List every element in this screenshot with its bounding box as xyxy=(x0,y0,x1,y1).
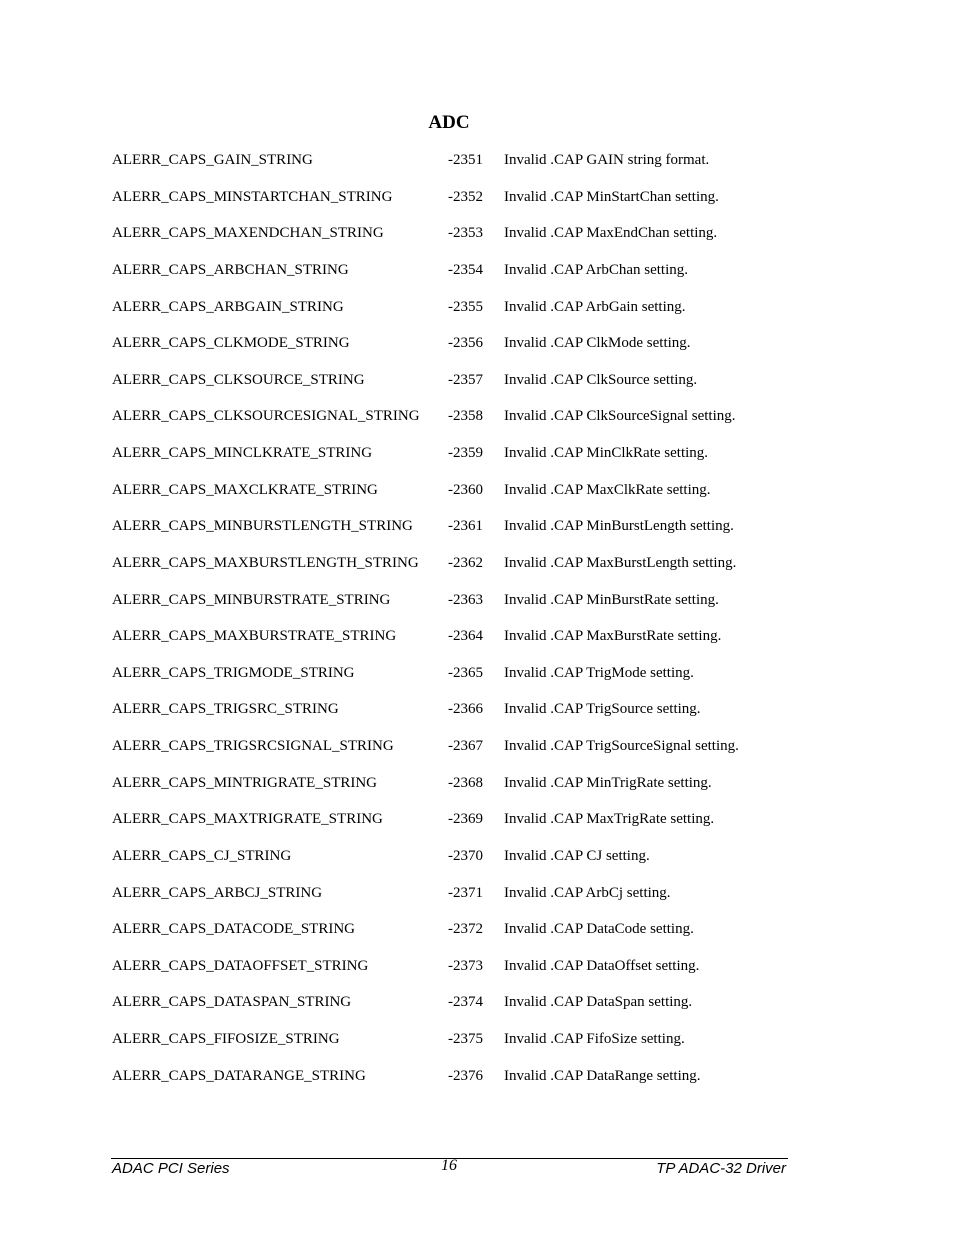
error-description: Invalid .CAP CJ setting. xyxy=(504,847,650,864)
error-code: -2356 xyxy=(448,335,483,352)
error-code: -2375 xyxy=(448,1031,483,1047)
error-description: Invalid .CAP ArbGain setting. xyxy=(504,298,686,315)
error-constant-name: ALERR_CAPS_CLKMODE_STRING xyxy=(112,335,350,352)
error-description: Invalid .CAP MaxTrigRate setting. xyxy=(504,811,715,828)
error-description: Invalid .CAP GAIN string format. xyxy=(504,152,710,168)
error-description: Invalid .CAP ClkMode setting. xyxy=(504,335,691,352)
error-description: Invalid .CAP DataSpan setting. xyxy=(504,994,693,1011)
error-constant-name: ALERR_CAPS_MAXBURSTLENGTH_STRING xyxy=(112,554,419,571)
error-description: Invalid .CAP TrigSourceSignal setting. xyxy=(504,738,739,754)
error-description: Invalid .CAP ArbCj setting. xyxy=(504,884,671,901)
error-row xyxy=(112,297,812,334)
error-row xyxy=(112,809,812,846)
error-row xyxy=(112,1066,812,1103)
error-row xyxy=(112,626,812,663)
error-code: -2372 xyxy=(448,921,483,938)
error-row xyxy=(112,223,812,260)
error-description: Invalid .CAP MaxClkRate setting. xyxy=(504,481,711,498)
error-constant-name: ALERR_CAPS_DATASPAN_STRING xyxy=(112,994,352,1011)
error-description: Invalid .CAP TrigSource setting. xyxy=(504,701,701,718)
error-description: Invalid .CAP DataOffset setting. xyxy=(504,957,700,974)
error-code: -2371 xyxy=(448,884,483,901)
error-row xyxy=(112,333,812,370)
error-code: -2351 xyxy=(448,152,483,168)
error-description: Invalid .CAP MinBurstLength setting. xyxy=(504,518,734,535)
error-row xyxy=(112,187,812,224)
error-constant-name: ALERR_CAPS_GAIN_STRING xyxy=(112,152,313,168)
error-description: Invalid .CAP ClkSourceSignal setting. xyxy=(504,408,736,425)
error-row xyxy=(112,370,812,407)
error-constant-name: ALERR_CAPS_CLKSOURCE_STRING xyxy=(112,371,365,388)
error-row xyxy=(112,516,812,553)
error-code: -2369 xyxy=(448,811,483,828)
error-constant-name: ALERR_CAPS_MINBURSTRATE_STRING xyxy=(112,591,391,608)
error-constant-name: ALERR_CAPS_MINTRIGRATE_STRING xyxy=(112,774,378,791)
error-row xyxy=(112,480,812,517)
error-code: -2362 xyxy=(448,554,483,571)
error-row xyxy=(112,773,812,810)
error-description: Invalid .CAP MinBurstRate setting. xyxy=(504,591,719,608)
error-code: -2361 xyxy=(448,518,483,535)
error-row xyxy=(112,590,812,627)
error-description: Invalid .CAP MinStartChan setting. xyxy=(504,188,719,205)
error-constant-name: ALERR_CAPS_TRIGMODE_STRING xyxy=(112,664,355,681)
error-description: Invalid .CAP MinTrigRate setting. xyxy=(504,774,712,791)
error-row xyxy=(112,883,812,920)
error-constant-name: ALERR_CAPS_MAXENDCHAN_STRING xyxy=(112,225,384,242)
error-code: -2357 xyxy=(448,371,483,388)
page-number: 16 xyxy=(441,1157,457,1174)
error-constant-name: ALERR_CAPS_DATARANGE_STRING xyxy=(112,1067,366,1084)
error-constant-name: ALERR_CAPS_ARBCHAN_STRING xyxy=(112,261,349,278)
error-description: Invalid .CAP FifoSize setting. xyxy=(504,1031,685,1047)
error-constant-name: ALERR_CAPS_DATAOFFSET_STRING xyxy=(112,957,369,974)
error-description: Invalid .CAP ArbChan setting. xyxy=(504,261,689,278)
error-constant-name: ALERR_CAPS_MAXCLKRATE_STRING xyxy=(112,481,378,498)
footer-right-text: TP ADAC-32 Driver xyxy=(656,1160,786,1177)
error-row xyxy=(112,663,812,700)
error-constant-name: ALERR_CAPS_ARBCJ_STRING xyxy=(112,884,323,901)
error-code: -2353 xyxy=(448,225,483,242)
error-constant-name: ALERR_CAPS_MINCLKRATE_STRING xyxy=(112,445,373,461)
error-code: -2359 xyxy=(448,445,483,461)
error-row xyxy=(112,956,812,993)
error-code: -2376 xyxy=(448,1067,483,1084)
error-constant-name: ALERR_CAPS_MINBURSTLENGTH_STRING xyxy=(112,518,413,535)
error-row xyxy=(112,992,812,1029)
error-code: -2365 xyxy=(448,664,483,681)
error-constant-name: ALERR_CAPS_TRIGSRCSIGNAL_STRING xyxy=(112,738,394,754)
error-description: Invalid .CAP MinClkRate setting. xyxy=(504,445,709,461)
error-code: -2364 xyxy=(448,628,483,645)
error-code: -2373 xyxy=(448,957,483,974)
error-row xyxy=(112,443,812,480)
error-row xyxy=(112,553,812,590)
error-row xyxy=(112,736,812,773)
error-constant-name: ALERR_CAPS_DATACODE_STRING xyxy=(112,921,355,938)
error-code: -2352 xyxy=(448,188,483,205)
error-constant-name: ALERR_CAPS_MAXBURSTRATE_STRING xyxy=(112,628,397,645)
error-code: -2368 xyxy=(448,774,483,791)
error-description: Invalid .CAP MaxBurstLength setting. xyxy=(504,554,737,571)
error-code: -2374 xyxy=(448,994,483,1011)
footer-left-text: ADAC PCI Series xyxy=(112,1160,230,1177)
error-description: Invalid .CAP TrigMode setting. xyxy=(504,664,694,681)
error-code: -2363 xyxy=(448,591,483,608)
error-row xyxy=(112,846,812,883)
error-code: -2367 xyxy=(448,738,483,754)
error-row xyxy=(112,260,812,297)
error-row xyxy=(112,1029,812,1066)
error-code: -2355 xyxy=(448,298,483,315)
error-description: Invalid .CAP MaxBurstRate setting. xyxy=(504,628,722,645)
error-constant-name: ALERR_CAPS_CJ_STRING xyxy=(112,847,292,864)
error-description: Invalid .CAP DataCode setting. xyxy=(504,921,694,938)
error-code: -2360 xyxy=(448,481,483,498)
error-constant-name: ALERR_CAPS_MINSTARTCHAN_STRING xyxy=(112,188,393,205)
error-row xyxy=(112,150,812,187)
error-code: -2358 xyxy=(448,408,483,425)
error-row xyxy=(112,699,812,736)
error-description: Invalid .CAP DataRange setting. xyxy=(504,1067,701,1084)
error-code: -2370 xyxy=(448,847,483,864)
error-row xyxy=(112,919,812,956)
error-row xyxy=(112,406,812,443)
error-description: Invalid .CAP ClkSource setting. xyxy=(504,371,698,388)
error-constant-name: ALERR_CAPS_ARBGAIN_STRING xyxy=(112,298,344,315)
error-code: -2366 xyxy=(448,701,483,718)
error-constant-name: ALERR_CAPS_MAXTRIGRATE_STRING xyxy=(112,811,383,828)
error-code-list xyxy=(112,150,812,1102)
error-description: Invalid .CAP MaxEndChan setting. xyxy=(504,225,718,242)
error-constant-name: ALERR_CAPS_CLKSOURCESIGNAL_STRING xyxy=(112,408,420,425)
section-title: ADC xyxy=(428,112,470,133)
error-constant-name: ALERR_CAPS_FIFOSIZE_STRING xyxy=(112,1031,340,1047)
error-code: -2354 xyxy=(448,261,483,278)
error-constant-name: ALERR_CAPS_TRIGSRC_STRING xyxy=(112,701,339,718)
